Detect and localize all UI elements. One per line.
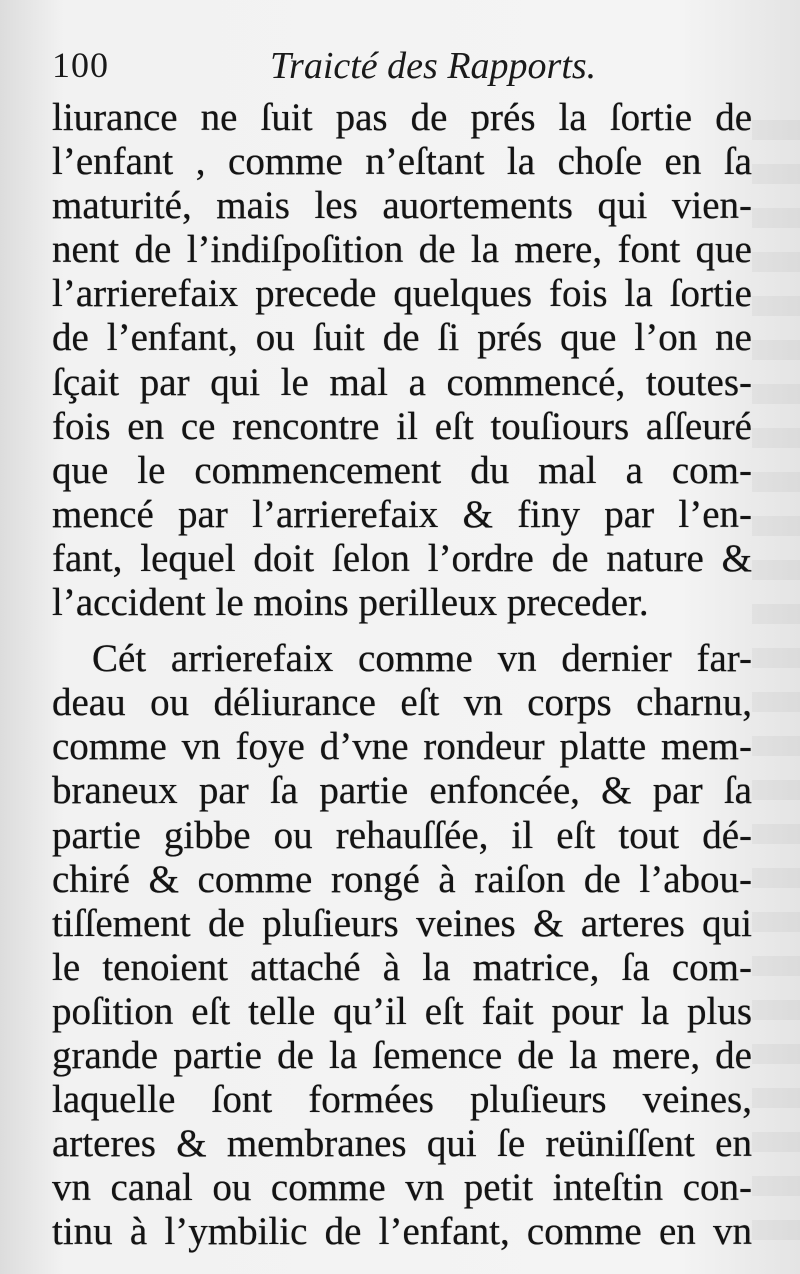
text-line: tinu à l’ymbilic de l’enfant, comme en vn xyxy=(52,1210,752,1254)
text-line: de l’enfant, ou ſuit de ſi prés que l’on ne xyxy=(52,316,752,360)
page-header xyxy=(52,44,752,104)
text-line: maturité, mais les auortements qui vien- xyxy=(52,184,752,228)
show-through-shadow xyxy=(752,120,800,1240)
text-line: partie gibbe ou rehauſſée, il eſt tout dé- xyxy=(52,813,752,857)
text-line: deau ou déliurance eſt vn corps charnu, xyxy=(52,681,752,725)
text-line: grande partie de la ſemence de la mere, de xyxy=(52,1033,752,1077)
text-line: Cét arrierefaix comme vn dernier far- xyxy=(92,637,752,681)
text-line: que le commencement du mal a com- xyxy=(52,448,752,492)
text-line: l’enfant , comme n’eſtant la choſe en ſa xyxy=(52,140,752,184)
body-text xyxy=(52,96,752,1254)
text-line: nent de l’indiſpoſition de la mere, font que xyxy=(52,228,752,272)
page-number: 100 xyxy=(52,45,109,85)
text-line: mencé par l’arrierefaix & finy par l’en- xyxy=(52,492,752,536)
text-line: fant, lequel doit ſelon l’ordre de nature & xyxy=(52,536,752,580)
text-line: liurance ne ſuit pas de prés la ſortie de xyxy=(52,96,752,139)
text-line: fois en ce rencontre il eſt touſiours aſſeuré xyxy=(52,404,752,448)
text-line: braneux par ſa partie enfoncée, & par ſa xyxy=(52,769,752,813)
paragraph-gap xyxy=(52,625,752,637)
text-line: poſition eſt telle qu’il eſt fait pour la plus xyxy=(52,989,752,1033)
text-line: comme vn foye d’vne rondeur platte mem- xyxy=(52,725,752,769)
text-line: l’arrierefaix precede quelques fois la ſortie xyxy=(52,272,752,316)
text-line: chiré & comme rongé à raiſon de l’abou- xyxy=(52,857,752,901)
text-line: l’accident le moins perilleux preceder. xyxy=(52,581,649,625)
text-line: tiſſement de pluſieurs veines & arteres qui xyxy=(52,901,752,945)
running-title: Traicté des Rapports. xyxy=(270,45,597,87)
text-line: ſçait par qui le mal a commencé, toutes- xyxy=(52,360,752,404)
text-line: arteres & membranes qui ſe reüniſſent en xyxy=(52,1122,752,1166)
text-line: vn canal ou comme vn petit inteſtin con- xyxy=(52,1166,752,1210)
text-line: laquelle ſont formées pluſieurs veines, xyxy=(52,1078,752,1122)
text-line: le tenoient attaché à la matrice, ſa com- xyxy=(52,945,752,989)
